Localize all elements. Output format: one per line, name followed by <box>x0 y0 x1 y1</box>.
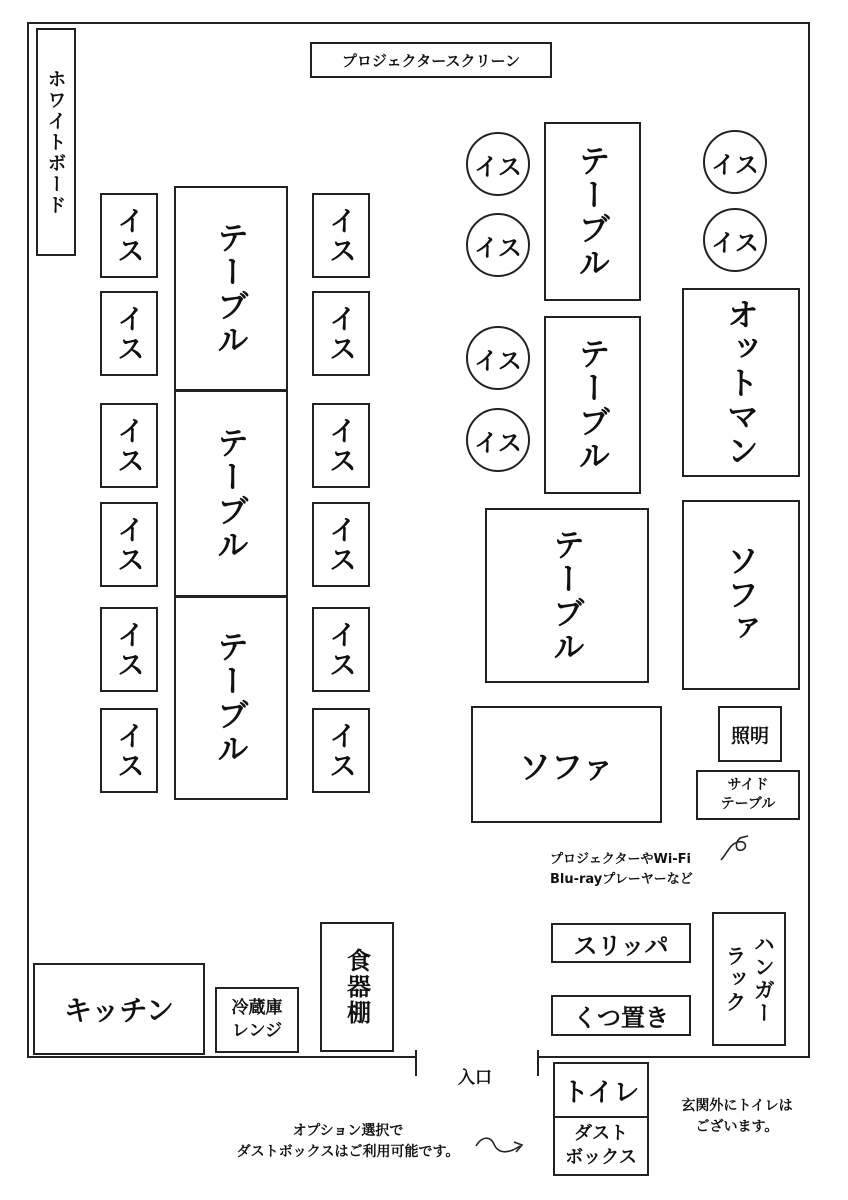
side-table: サイド テーブル <box>696 770 800 820</box>
trash-option-note: オプション選択で ダストボックスはご利用可能です。 <box>236 1123 460 1160</box>
chair-left-1: イス <box>100 193 158 278</box>
chair-mid-4: イス <box>312 502 370 587</box>
projector-screen <box>310 42 552 78</box>
entrance-label: 入口 <box>458 1068 492 1088</box>
av-equipment-note: プロジェクターやWi-Fi Blu-rayプレーヤーなど <box>550 852 693 887</box>
chair-left-2: イス <box>100 291 158 376</box>
entrance-gap <box>416 1055 538 1059</box>
projector-screen-label: プロジェクタースクリーン <box>341 51 521 70</box>
whiteboard-label: ホワイトボード <box>44 68 67 216</box>
shoe-rack: くつ置き <box>551 995 691 1036</box>
swirl-arrow-icon <box>718 834 752 864</box>
table-right-1: テーブル <box>544 122 641 301</box>
round-chair-3: イス <box>466 326 530 390</box>
toilet: トイレ <box>553 1062 649 1118</box>
sofa-horizontal: ソファ <box>471 706 662 823</box>
chair-left-3: イス <box>100 403 158 488</box>
chair-mid-3: イス <box>312 403 370 488</box>
round-chair-2: イス <box>466 213 530 277</box>
sofa-vertical: ソファ <box>682 500 800 690</box>
table-left-2: テーブル <box>174 390 288 597</box>
table-left-3: テーブル <box>174 596 288 800</box>
entrance-marker-left <box>415 1050 417 1076</box>
chair-left-6: イス <box>100 708 158 793</box>
table-right-2: テーブル <box>544 316 641 494</box>
chair-mid-2: イス <box>312 291 370 376</box>
chair-mid-1: イス <box>312 193 370 278</box>
table-right-3: テーブル <box>485 508 649 683</box>
whiteboard <box>36 28 76 256</box>
round-chair-4: イス <box>466 408 530 472</box>
round-chair-1: イス <box>466 132 530 196</box>
slippers: スリッパ <box>551 923 691 963</box>
lighting: 照明 <box>718 706 782 762</box>
cupboard: 食器棚 <box>320 922 394 1052</box>
entrance-marker-right <box>537 1050 539 1076</box>
hanger-rack: ハンガー ラック <box>712 912 786 1046</box>
chair-left-4: イス <box>100 502 158 587</box>
round-chair-6: イス <box>703 208 767 272</box>
toilet-note: 玄関外にトイレは ございます。 <box>681 1098 793 1135</box>
arrow-right-icon <box>474 1132 534 1162</box>
kitchen: キッチン <box>33 963 205 1055</box>
chair-mid-5: イス <box>312 607 370 692</box>
trash-box: ダスト ボックス <box>553 1116 649 1176</box>
chair-mid-6: イス <box>312 708 370 793</box>
chair-left-5: イス <box>100 607 158 692</box>
fridge-range: 冷蔵庫 レンジ <box>215 987 299 1053</box>
round-chair-5: イス <box>703 130 767 194</box>
ottoman: オットマン <box>682 288 800 477</box>
table-left-1: テーブル <box>174 186 288 391</box>
